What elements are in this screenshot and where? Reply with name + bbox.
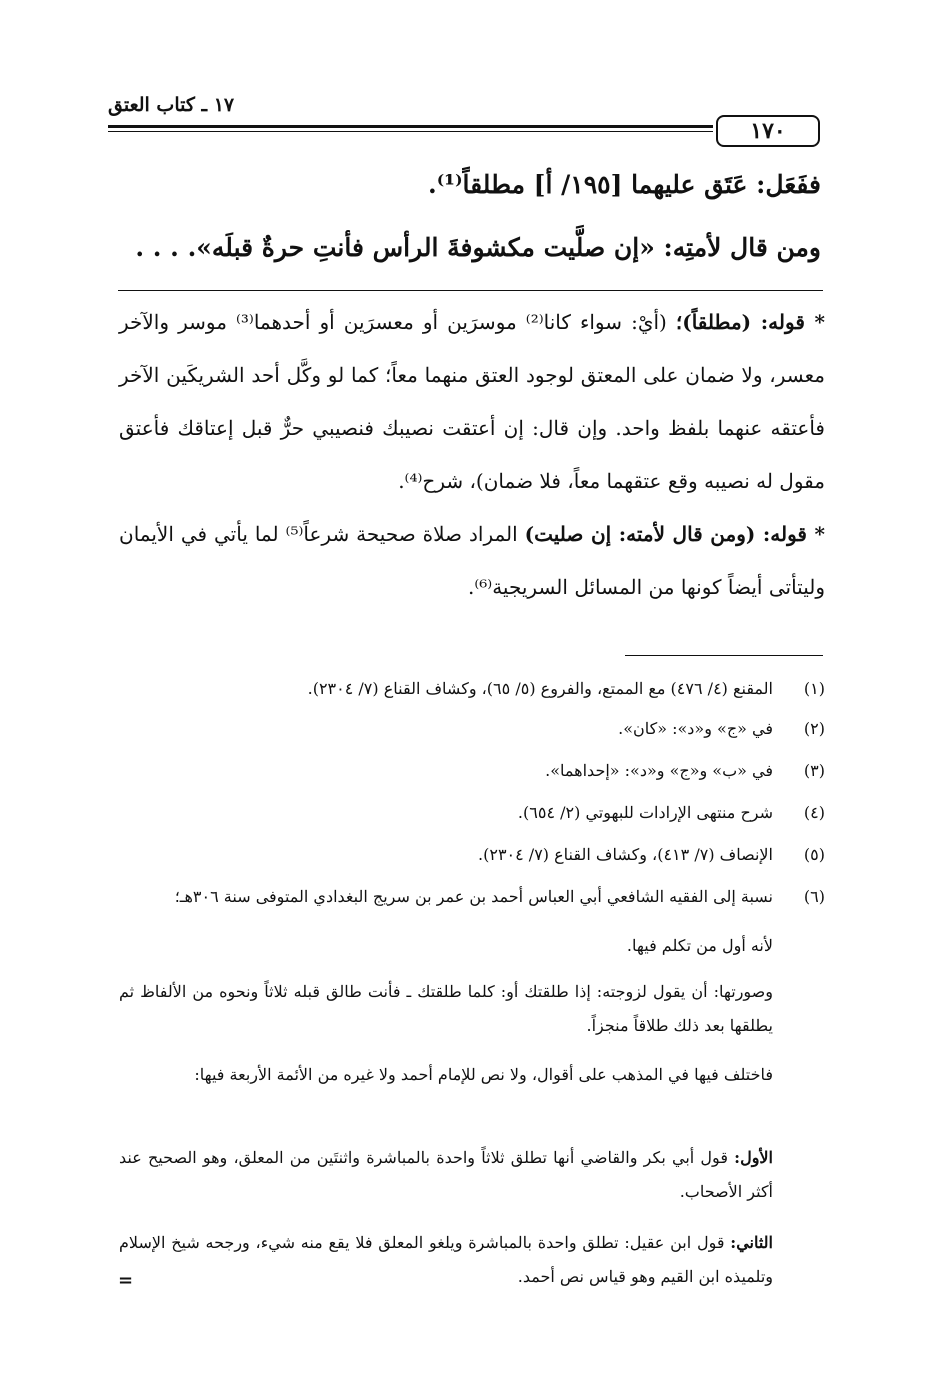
footnote-number: (٦) [803, 887, 825, 906]
footnote-6-continuation-5 [119, 1226, 825, 1294]
footnote-6-continuation-2: وصورتها: أن يقول لزوجته: إذا طلقتك أو: كلما طلقتك ـ فأنت طالق قبله ثلاثاً ونحوه من الألفاظ ثم يطلقها بعد ذلك طلاقاً منجزاً. [119, 982, 773, 1035]
footnote-1 [119, 672, 825, 706]
footnote-text: شرح منتهى الإرادات للبهوتي (٢/ ٦٥٤). [517, 803, 773, 822]
main-text-divider [118, 290, 823, 291]
continuation-mark: = [118, 1270, 134, 1291]
commentary-lemma-1: * قوله: (مطلقاً)؛ [675, 310, 825, 334]
header-rule-thick [108, 125, 713, 128]
footnote-6-first-opinion-label: الأول: [734, 1148, 773, 1167]
footnote-text: المقنع (٤/ ٤٧٦) مع الممتع، والفروع (٥/ ٦٥)، وكشاف القناع (٧/ ٢٣٠٤). [307, 679, 773, 698]
header-rule-thin [108, 131, 713, 132]
footnote-6-continuation-1: لأنه أول من تكلم فيها. [626, 936, 773, 955]
footnote-3 [119, 754, 825, 788]
footnote-6-first-opinion-text: قول أبي بكر والقاضي أنها تطلق ثلاثاً واحدة بالمباشرة واثنتَين من المعلق، وهو الصحيح عند أكثر الأصحاب. [119, 1148, 773, 1201]
commentary-paragraph-2 [119, 508, 825, 614]
footnote-6-continuation-4 [119, 1141, 825, 1209]
footnote-number: (٣) [803, 761, 825, 780]
footnote-6 [119, 880, 825, 914]
commentary-body-2: المراد صلاة صحيحة شرعاً⁽⁵⁾ لما يأتي في الأيمان وليتأتى أيضاً كونها من المسائل السريجية⁽⁶⁾. [119, 522, 825, 599]
running-title: ١٧ ـ كتاب العتق [108, 94, 235, 116]
footnote-5 [119, 838, 825, 872]
commentary-body-1: (أيْ: سواء كانا⁽²⁾ موسرَين أو معسرَين أو أحدهما⁽³⁾ موسر والآخر معسر، ولا ضمان على المعتق لوجود العتق منهما معاً؛ كما لو وكَّل أحد الشريكَين الآخر فأعتقه عنهما بلفظ واحد. وإن قال: إن أعتقت نصيبك فنصيبي حرٌّ قبل إعتاقك فأعتق مقول له نصيبه وقع عتقهما معاً، فلا ضمان)، شرح⁽⁴⁾. [119, 310, 825, 493]
commentary-lemma-2: * قوله: (ومن قال لأمته: إن صليت) [524, 522, 825, 546]
footnote-6-continuation-3: فاختلف فيها في المذهب على أقوال، ولا نص للإمام أحمد ولا غيره من الأئمة الأربعة فيها: [194, 1065, 773, 1084]
footnote-text: نسبة إلى الفقيه الشافعي أبي العباس أحمد بن عمر بن سريج البغدادي المتوفى سنة ٣٠٦هـ؛ [174, 887, 773, 906]
footnote-number: (١) [803, 679, 825, 698]
footnote-divider [625, 655, 823, 656]
footnote-text: في «ب» و«ج» و«د»: «إحداهما». [545, 761, 773, 780]
page-number: ١٧٠ [716, 115, 820, 147]
main-text-line-1: ففَعَل: عَتَق عليهما [١٩٥/ أ] مطلقاً⁽¹⁾. [427, 170, 821, 199]
footnote-text: في «ج» و«د»: «كان». [618, 719, 773, 738]
footnote-number: (٤) [803, 803, 825, 822]
footnote-2 [119, 712, 825, 746]
footnote-number: (٥) [803, 845, 825, 864]
footnote-6-second-opinion-text: قول ابن عقيل: تطلق واحدة بالمباشرة ويلغو المعلق فلا يقع منه شيء، ورجحه شيخ الإسلام وتلميذه ابن القيم وهو قياس نص أحمد. [119, 1233, 773, 1286]
commentary-paragraph-1 [119, 296, 825, 508]
footnote-6-second-opinion-label: الثاني: [730, 1233, 773, 1252]
footnote-text: الإنصاف (٧/ ٤١٣)، وكشاف القناع (٧/ ٢٣٠٤). [478, 845, 773, 864]
main-text-line-2: ومن قال لأمتِه: «إن صلَّيت مكشوفةَ الرأس فأنتِ حرةٌ قبلَه». . . . [135, 233, 821, 262]
footnote-number: (٢) [803, 719, 825, 738]
footnote-4 [119, 796, 825, 830]
